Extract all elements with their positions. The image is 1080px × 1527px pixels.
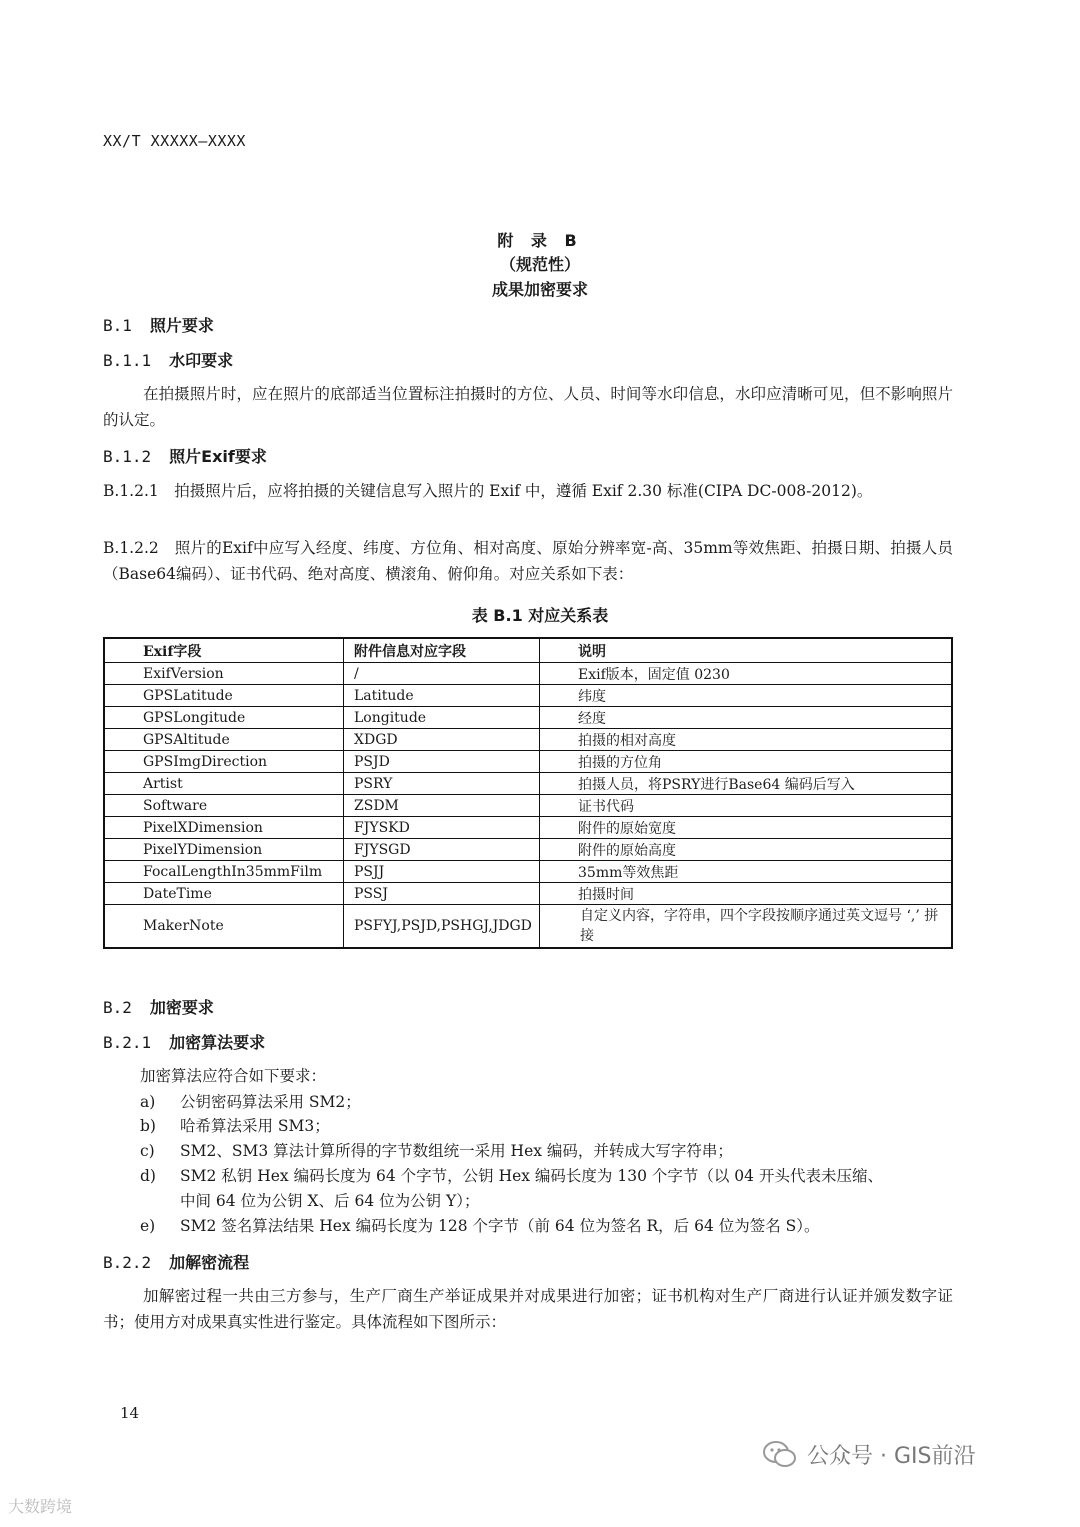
standard-code: XX/T XXXXX—XXXX xyxy=(103,132,246,150)
section-title: 加解密流程 xyxy=(169,1253,250,1272)
table-cell: Longitude xyxy=(344,707,540,729)
list-item-continuation xyxy=(140,1188,480,1214)
list-marker: d) xyxy=(140,1167,156,1185)
table-cell: MakerNote xyxy=(104,905,344,949)
page-number: 14 xyxy=(120,1404,140,1422)
table-row xyxy=(104,861,952,883)
table-cell: FJYSKD xyxy=(344,817,540,839)
table-cell: DateTime xyxy=(104,883,344,905)
table-cell: FocalLengthIn35mmFilm xyxy=(104,861,344,883)
wechat-watermark-text: 公众号 · GIS前沿 xyxy=(807,1444,976,1469)
table-row xyxy=(104,905,952,949)
table-row xyxy=(104,751,952,773)
list-marker: a) xyxy=(140,1093,156,1111)
table-cell: PSSJ xyxy=(344,883,540,905)
list-text: SM2 签名算法结果 Hex 编码长度为 128 个字节（前 64 位为签名 R，后 64 位为签名 S）。 xyxy=(180,1217,820,1235)
list-marker: b) xyxy=(140,1117,156,1135)
column-header: 说明 xyxy=(540,638,953,663)
table-cell: Artist xyxy=(104,773,344,795)
list-text: SM2 私钥 Hex 编码长度为 64 个字节，公钥 Hex 编码长度为 130 个字节（以 04 开头代表未压缩、 xyxy=(180,1167,883,1185)
table-cell: PixelXDimension xyxy=(104,817,344,839)
list-item xyxy=(140,1213,820,1239)
section-title: 加密要求 xyxy=(149,998,214,1017)
table-row xyxy=(104,685,952,707)
table-cell: XDGD xyxy=(344,729,540,751)
section-b12-heading xyxy=(103,444,267,467)
section-title: 照片Exif要求 xyxy=(169,447,267,466)
wechat-watermark xyxy=(763,1439,975,1470)
list-item xyxy=(140,1138,733,1164)
section-number: B.1.1 xyxy=(103,351,152,370)
exif-mapping-table xyxy=(103,637,953,949)
table-cell: PSJJ xyxy=(344,861,540,883)
section-title: 加密算法要求 xyxy=(169,1033,266,1052)
section-b21-heading xyxy=(103,1030,265,1053)
watermark-requirement-text: 在拍摄照片时，应在照片的底部适当位置标注拍摄时的方位、人员、时间等水印信息，水印应清晰可见，但不影响照片的认定。 xyxy=(103,385,953,429)
list-item xyxy=(140,1089,361,1115)
list-item xyxy=(140,1163,883,1189)
list-text: 中间 64 位为公钥 X、后 64 位为公钥 Y）； xyxy=(180,1192,480,1210)
table-row xyxy=(104,663,952,685)
table-cell: 证书代码 xyxy=(540,795,953,817)
table-caption: 表 B.1 对应关系表 xyxy=(471,606,609,625)
table-cell: ZSDM xyxy=(344,795,540,817)
wechat-icon xyxy=(763,1440,797,1470)
table-cell: GPSLongitude xyxy=(104,707,344,729)
table-cell: Software xyxy=(104,795,344,817)
list-text: 公钥密码算法采用 SM2； xyxy=(180,1093,361,1111)
section-b2-heading xyxy=(103,995,214,1018)
table-row xyxy=(104,817,952,839)
table-cell: Latitude xyxy=(344,685,540,707)
table-cell: 附件的原始宽度 xyxy=(540,817,953,839)
table-cell: FJYSGD xyxy=(344,839,540,861)
section-number: B.2 xyxy=(103,998,132,1017)
table-header-row xyxy=(104,638,952,663)
table-cell: 拍摄时间 xyxy=(540,883,953,905)
column-header: 附件信息对应字段 xyxy=(344,638,540,663)
table-row xyxy=(104,707,952,729)
section-number: B.1.2 xyxy=(103,447,152,466)
section-b1-heading xyxy=(103,313,214,336)
table-cell: GPSImgDirection xyxy=(104,751,344,773)
table-cell: PSJD xyxy=(344,751,540,773)
table-cell: GPSAltitude xyxy=(104,729,344,751)
process-description: 加解密过程一共由三方参与，生产厂商生产举证成果并对成果进行加密；证书机构对生产厂商进行认证并颁发数字证书；使用方对成果真实性进行鉴定。具体流程如下图所示： xyxy=(103,1287,953,1331)
table-row xyxy=(104,729,952,751)
table-cell: GPSLatitude xyxy=(104,685,344,707)
list-marker: e) xyxy=(140,1217,156,1235)
table-cell: PixelYDimension xyxy=(104,839,344,861)
clause-b122-text: B.1.2.2 照片的Exif中应写入经度、纬度、方位角、相对高度、原始分辨率宽-高、35mm等效焦距、拍摄日期、拍摄人员（Base64编码）、证书代码、绝对高度、横滚角、俯仰角。对应关系如下表： xyxy=(103,539,953,583)
table-row xyxy=(104,795,952,817)
list-item xyxy=(140,1113,330,1139)
table-cell: 拍摄的方位角 xyxy=(540,751,953,773)
section-number: B.1 xyxy=(103,316,132,335)
table-cell: ExifVersion xyxy=(104,663,344,685)
table-cell: 经度 xyxy=(540,707,953,729)
table-row xyxy=(104,773,952,795)
table-cell: 附件的原始高度 xyxy=(540,839,953,861)
column-header: Exif字段 xyxy=(104,638,344,663)
table-row xyxy=(104,883,952,905)
list-marker: c) xyxy=(140,1142,155,1160)
section-number: B.2.2 xyxy=(103,1253,152,1272)
clause-b121-text: B.1.2.1 拍摄照片后，应将拍摄的关键信息写入照片的 Exif 中，遵循 Exif 2.30 标准(CIPA DC-008-2012)。 xyxy=(103,482,873,500)
table-cell: PSFYJ,PSJD,PSHGJ,JDGD xyxy=(344,905,540,949)
table-cell: PSRY xyxy=(344,773,540,795)
section-b22-heading xyxy=(103,1250,249,1273)
table-cell: 拍摄的相对高度 xyxy=(540,729,953,751)
table-cell: 纬度 xyxy=(540,685,953,707)
list-text: SM2、SM3 算法计算所得的字节数组统一采用 Hex 编码，并转成大写字符串； xyxy=(180,1142,733,1160)
list-text: 哈希算法采用 SM3； xyxy=(180,1117,330,1135)
appendix-subject: 成果加密要求 xyxy=(491,280,588,299)
table-cell: 拍摄人员，将PSRY进行Base64 编码后写入 xyxy=(540,773,953,795)
algorithm-intro: 加密算法应符合如下要求： xyxy=(140,1067,327,1085)
appendix-nature: （规范性） xyxy=(499,255,580,274)
section-title: 水印要求 xyxy=(169,351,234,370)
table-cell: Exif版本，固定值 0230 xyxy=(540,663,953,685)
section-title: 照片要求 xyxy=(149,316,214,335)
section-number: B.2.1 xyxy=(103,1033,152,1052)
section-b11-heading xyxy=(103,348,233,371)
table-row xyxy=(104,839,952,861)
table-cell: / xyxy=(344,663,540,685)
table-cell: 自定义内容，字符串，四个字段按顺序通过英文逗号 ‘,’ 拼接 xyxy=(540,905,953,949)
bottom-watermark: 大数跨境 xyxy=(8,1497,73,1516)
table-cell: 35mm等效焦距 xyxy=(540,861,953,883)
appendix-title: 附 录 B xyxy=(497,231,583,250)
